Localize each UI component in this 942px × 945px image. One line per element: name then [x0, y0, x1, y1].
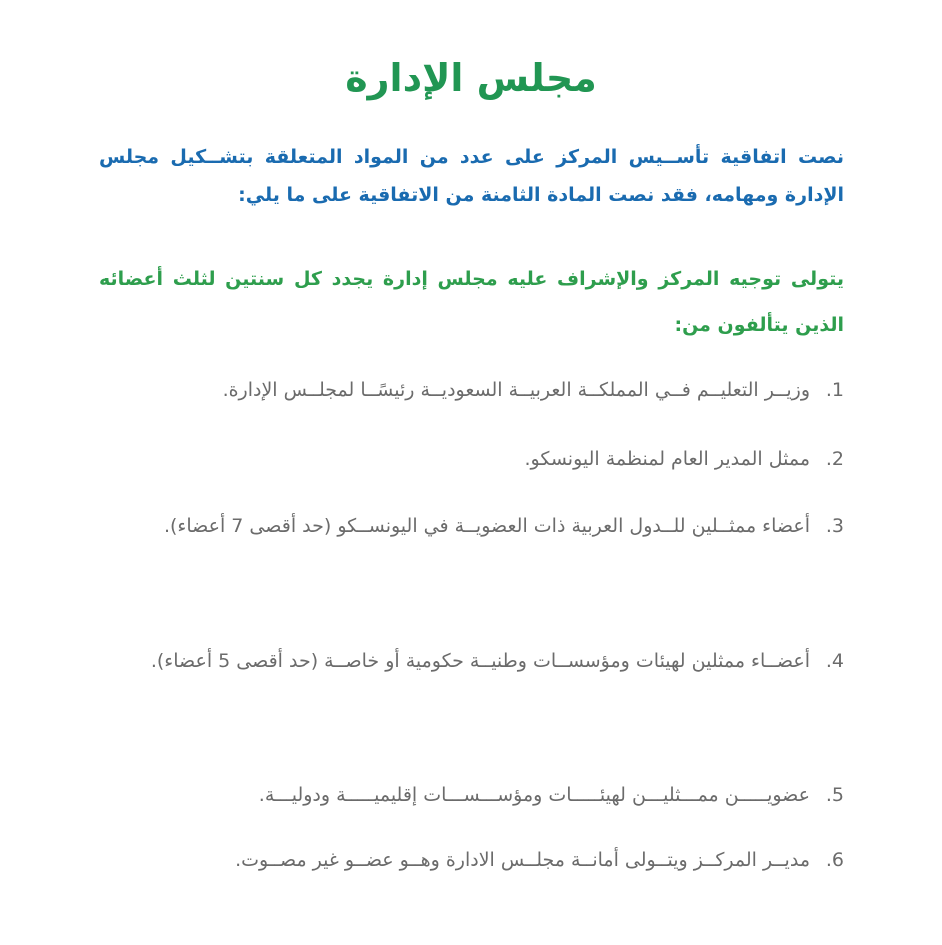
- list-item-text: أعضاء ممثــلين للــدول العربية ذات العضويــة في اليونســكو (حد أقصى 7 أعضاء).: [163, 515, 810, 537]
- list-item-text: أعضــاء ممثلين لهيئات ومؤسســات وطنيــة حكومية أو خاصــة (حد أقصى 5 أعضاء).: [150, 650, 810, 672]
- list-item-text: ممثل المدير العام لمنظمة اليونسكو.: [524, 448, 810, 470]
- list-item: [99, 827, 844, 894]
- lead-paragraph: يتولى توجيه المركز والإشراف عليه مجلس إدارة يجدد كل سنتين لثلث أعضائه الذين يتألفون من:: [99, 268, 844, 336]
- list-item: [99, 762, 844, 829]
- intro-paragraph: نصت اتفاقية تأســيس المركز على عدد من المواد المتعلقة بتشــكيل مجلس الإدارة ومهامه، فقد نصت المادة الثامنة من الاتفاقية على ما يلي:: [99, 146, 844, 206]
- list-item-number: 6.: [825, 849, 844, 871]
- list-item: [99, 357, 844, 424]
- list-item: [99, 493, 844, 560]
- page-title: مجلس الإدارة: [345, 56, 597, 100]
- list-item-text: مديــر المركــز ويتــولى أمانــة مجلــس الادارة وهــو عضــو غير مصــوت.: [235, 849, 810, 871]
- list-item-text: وزيــر التعليــم فــي المملكــة العربيــة السعوديــة رئيسًــا لمجلــس الإدارة.: [222, 379, 810, 401]
- list-item-number: 3.: [825, 515, 844, 537]
- list-item-number: 4.: [825, 650, 844, 672]
- list-item-number: 2.: [825, 448, 844, 470]
- list-item: [99, 426, 844, 493]
- list-item-number: 1.: [825, 379, 844, 401]
- list-item-number: 5.: [825, 784, 844, 806]
- list-item: [99, 628, 844, 695]
- list-item-text: عضويـــــن ممـــثليـــن لهيئـــــات ومؤســـســـات إقليميـــــة ودوليـــة.: [258, 784, 810, 806]
